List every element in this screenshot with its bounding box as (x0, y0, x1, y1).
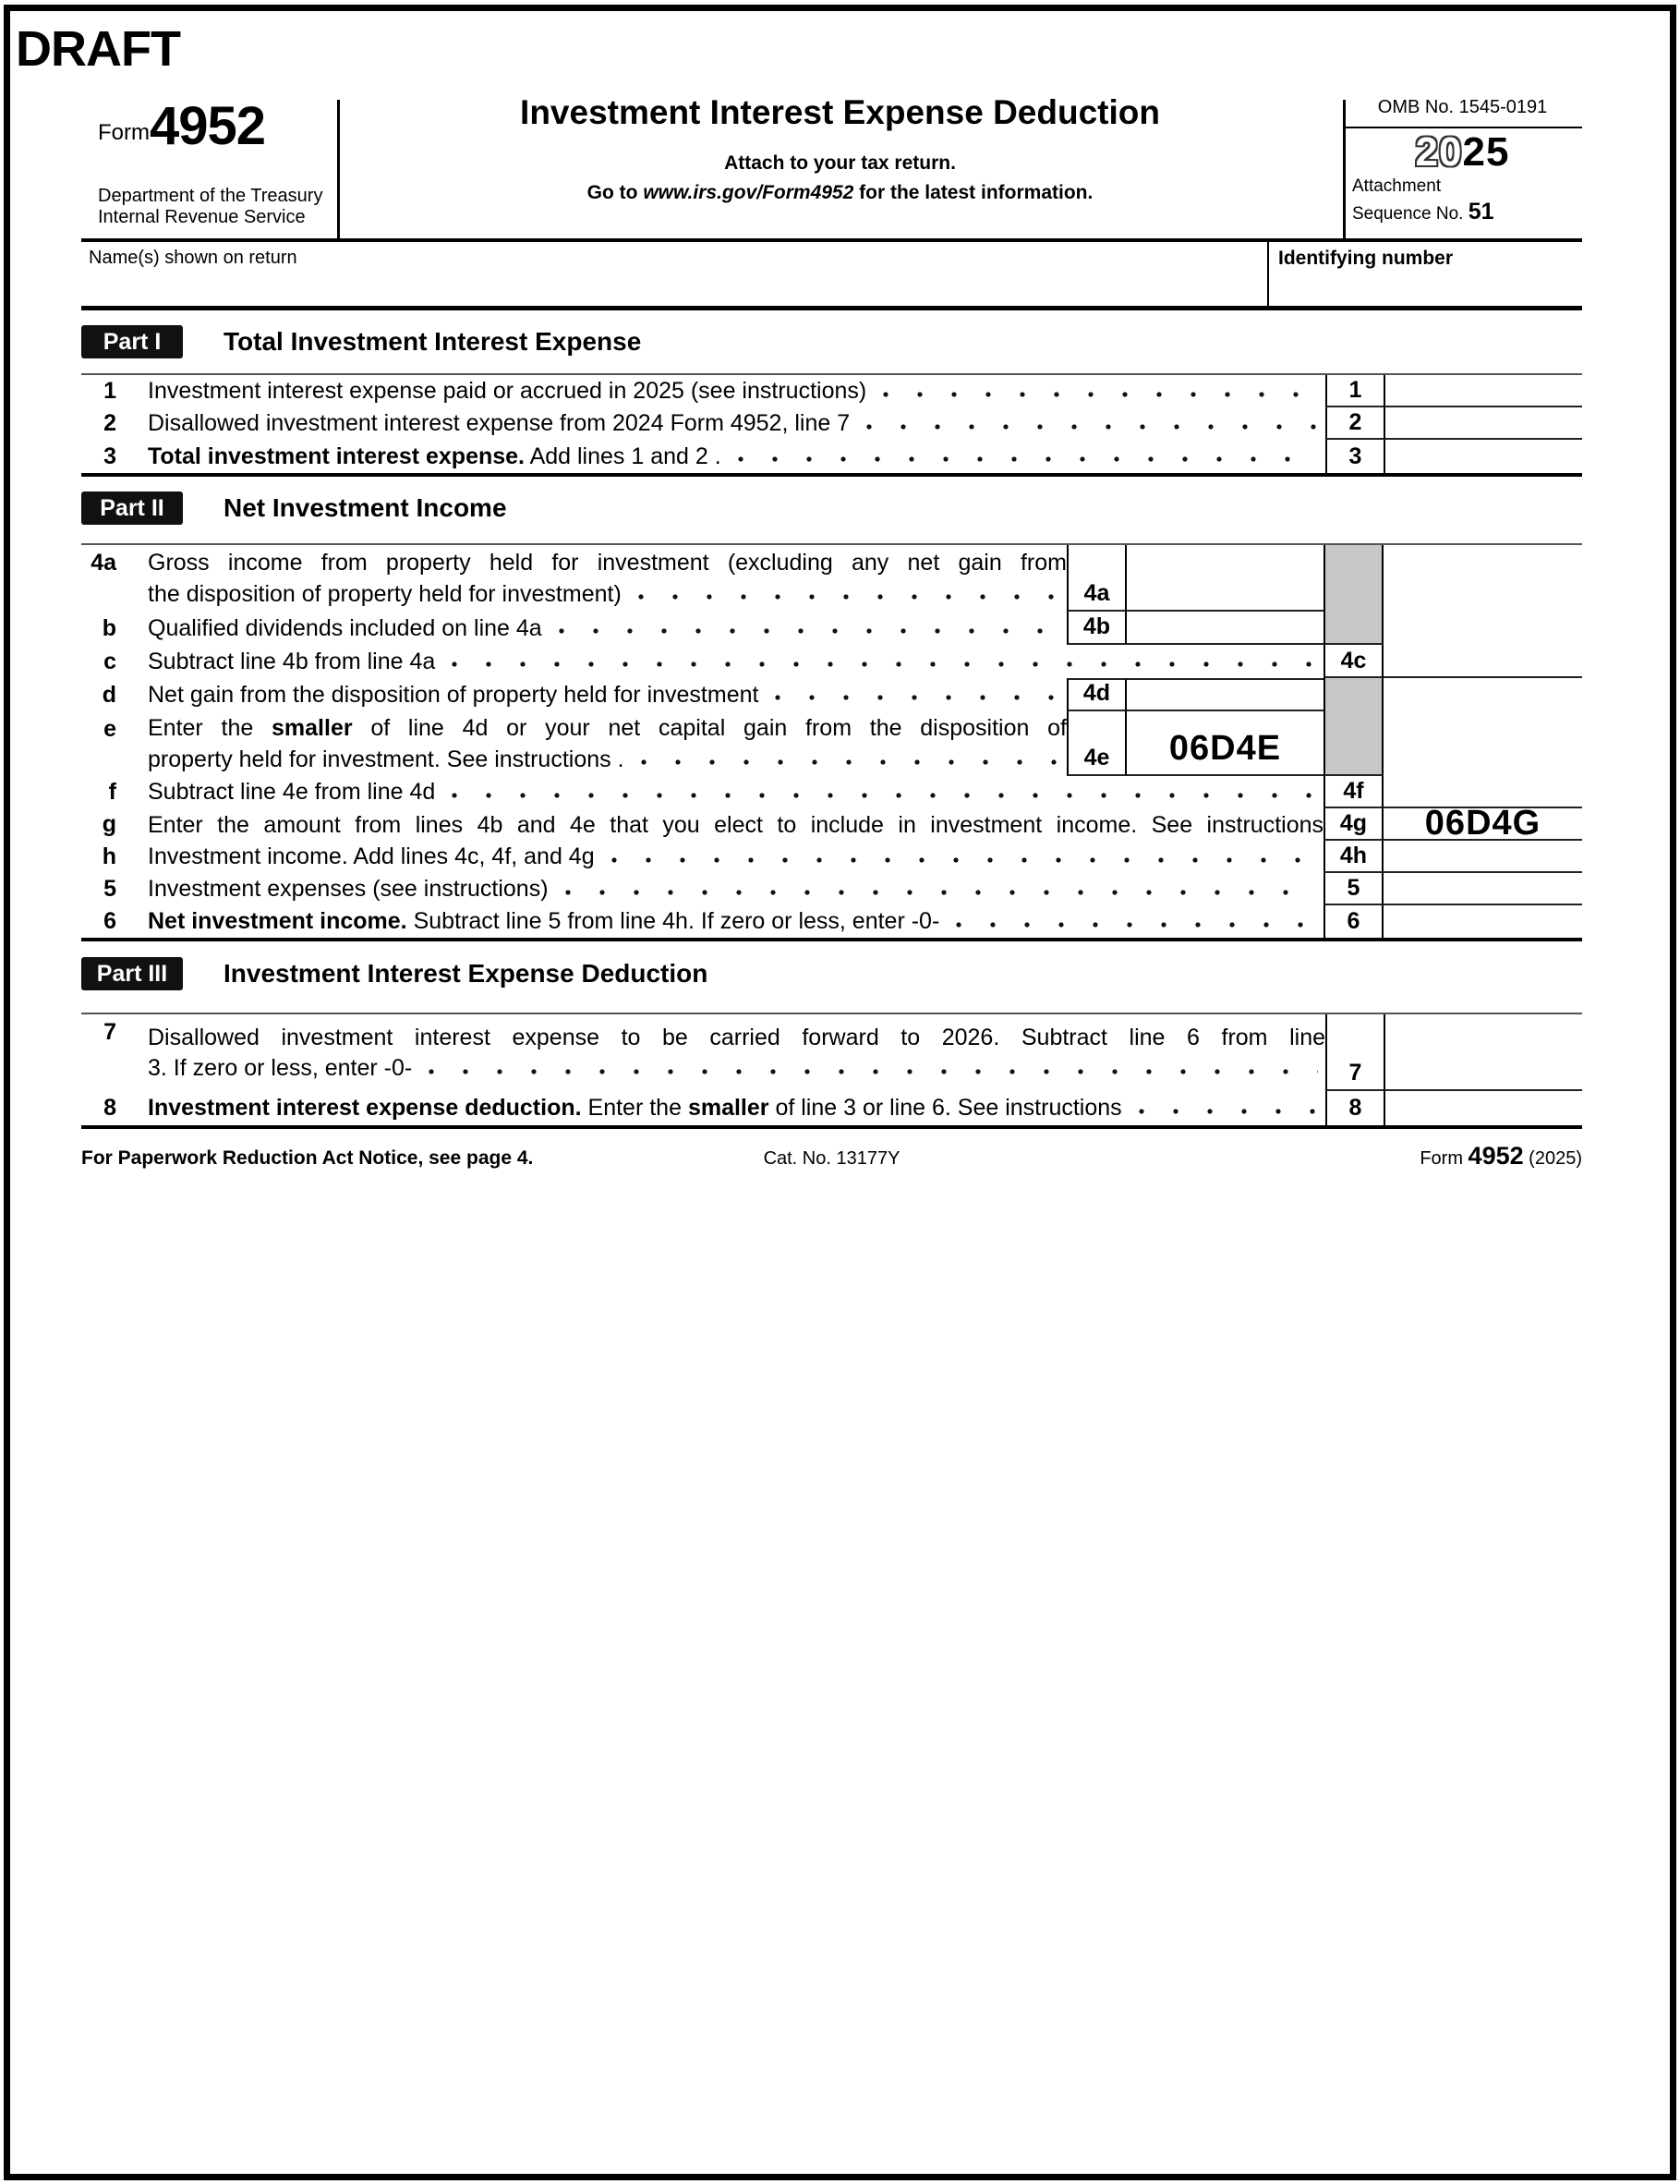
attachment-label: Attachment (1352, 176, 1442, 196)
line8-desc-bold2: smaller (687, 1095, 769, 1121)
line4e-number: e (103, 716, 116, 742)
line4b-outer-cell (1384, 612, 1582, 645)
sequence-label: Sequence No. (1352, 203, 1464, 224)
line1-number: 1 (103, 378, 116, 404)
table-row-line4e (81, 711, 1582, 776)
line6-desc-bold: Net investment income. (148, 908, 407, 934)
line5-box-label: 5 (1323, 873, 1384, 905)
header-divider-left (337, 100, 340, 238)
goto-url: www.irs.gov/Form4952 (643, 182, 854, 203)
line7-amount-field[interactable] (1385, 1014, 1582, 1091)
name-label: Name(s) shown on return (89, 248, 297, 268)
tax-year-outline: 20 (1415, 129, 1463, 175)
dot-leader (557, 620, 1059, 637)
catalog-number: Cat. No. 13177Y (763, 1148, 900, 1169)
line4d-amount-field[interactable] (1127, 678, 1323, 711)
line6-box-label: 6 (1323, 905, 1384, 938)
dot-leader (639, 751, 1059, 768)
line4a-shaded-cell (1323, 545, 1384, 612)
form-header (81, 69, 1582, 242)
line5-amount-field[interactable] (1384, 873, 1582, 905)
line4b-shaded-cell (1323, 612, 1384, 645)
line1-amount-field[interactable] (1385, 375, 1582, 407)
line4g-draft-value: 06D4G (1424, 804, 1541, 843)
goto-prefix: Go to (586, 182, 644, 203)
line4a-amount-field[interactable] (1127, 545, 1323, 612)
draft-watermark: DRAFT (16, 21, 180, 77)
line4g-desc: Enter the amount from lines 4b and 4e that you elect to include in investment income. See instructions (148, 811, 1323, 838)
dot-leader (450, 784, 1316, 801)
line4d-desc: Net gain from the disposition of property held for investment (148, 681, 759, 708)
line4h-number: h (102, 843, 116, 869)
goto-suffix: for the latest information. (853, 182, 1094, 203)
line3-number: 3 (103, 443, 116, 469)
line1-box-label: 1 (1325, 375, 1385, 407)
line4f-desc: Subtract line 4e from line 4d (148, 779, 436, 805)
dot-leader (736, 448, 1318, 465)
goto-instruction (337, 182, 1343, 204)
dot-leader (427, 1061, 1318, 1077)
part1-header (81, 325, 1582, 358)
table-row-line2 (81, 407, 1582, 440)
part3-title: Investment Interest Expense Deduction (224, 959, 708, 988)
line7-desc-2: 3. If zero or less, enter -0- (148, 1055, 413, 1081)
line2-box-label: 2 (1325, 407, 1385, 440)
line4b-number: b (102, 614, 116, 641)
line4e-amount-field[interactable] (1127, 711, 1323, 776)
line8-box-label: 8 (1325, 1091, 1385, 1125)
line3-desc: Add lines 1 and 2 . (525, 443, 721, 469)
line4d-shaded-cell (1323, 678, 1384, 711)
agency-line-2: Internal Revenue Service (98, 207, 306, 228)
line4e-box-label: 4e (1067, 711, 1127, 776)
form-number: 4952 (150, 96, 266, 156)
form-word: Form (98, 119, 150, 145)
part2-table (81, 543, 1582, 941)
line4c-box-label: 4c (1323, 645, 1384, 678)
line2-desc: Disallowed investment interest expense from 2024 Form 4952, line 7 (148, 410, 851, 436)
table-row-line4d (81, 678, 1582, 711)
line3-amount-field[interactable] (1385, 440, 1582, 473)
line4d-number: d (102, 681, 116, 708)
line7-number: 7 (103, 1019, 116, 1045)
line8-number: 8 (103, 1095, 116, 1121)
agency-line-1: Department of the Treasury (98, 186, 323, 206)
tax-year-bold: 25 (1462, 129, 1510, 175)
line8-desc-bold: Investment interest expense deduction. (148, 1095, 582, 1121)
form-title-block (337, 69, 1343, 238)
part2-title: Net Investment Income (224, 493, 507, 522)
dot-leader (773, 686, 1059, 703)
table-row-line5 (81, 873, 1582, 905)
line1-desc: Investment interest expense paid or accrued in 2025 (see instructions) (148, 378, 867, 404)
line4e-shaded-cell (1323, 711, 1384, 776)
line4h-desc: Investment income. Add lines 4c, 4f, and 4g (148, 843, 595, 869)
line3-desc-bold: Total investment interest expense. (148, 443, 525, 469)
dot-leader (864, 416, 1318, 432)
line6-desc: Subtract line 5 from line 4h. If zero or less, enter -0- (406, 908, 940, 934)
line4g-number: g (102, 811, 116, 837)
footer-form-number: 4952 (1468, 1142, 1524, 1170)
line4a-box-label: 4a (1067, 545, 1127, 612)
part3-badge: Part III (81, 957, 183, 990)
line4b-desc: Qualified dividends included on line 4a (148, 614, 542, 641)
line4b-box-label: 4b (1067, 612, 1127, 645)
part3-table (81, 1013, 1582, 1129)
form-footer (81, 1142, 1582, 1171)
line4h-amount-field[interactable] (1384, 841, 1582, 873)
line4a-desc-2: the disposition of property held for investment) (148, 580, 622, 607)
dot-leader (450, 653, 1316, 670)
line4d-outer-cell (1384, 678, 1582, 711)
attachment-sequence (1352, 176, 1494, 225)
table-row-line1 (81, 375, 1582, 407)
omb-number: OMB No. 1545-0191 (1343, 97, 1582, 128)
line5-number: 5 (103, 876, 116, 902)
line8-desc-pre: Enter the (581, 1095, 688, 1121)
sequence-number: 51 (1468, 198, 1494, 224)
line4c-number: c (103, 648, 116, 674)
part1-table (81, 373, 1582, 477)
line4e-desc-2: property held for investment. See instructions . (148, 746, 624, 772)
table-row-line7 (81, 1014, 1582, 1091)
line7-desc-1: Disallowed investment interest expense to be carried forward to 2026. Subtract line 6 from line (148, 1024, 1325, 1050)
table-row-line8 (81, 1091, 1582, 1125)
part1-title: Total Investment Interest Expense (224, 327, 642, 356)
tax-year (1343, 129, 1582, 175)
line4e-desc-post: of line 4d or your net capital gain from the disposition of (352, 715, 1067, 741)
table-row-line4c (81, 645, 1582, 678)
line4g-amount-field[interactable] (1384, 804, 1582, 843)
line4f-number: f (108, 779, 116, 805)
dot-leader (881, 383, 1318, 400)
name-field[interactable] (81, 242, 1267, 306)
form-title: Investment Interest Expense Deduction (520, 93, 1160, 131)
line4g-box-label: 4g (1323, 808, 1384, 841)
part3-header (81, 957, 1582, 990)
dot-leader (610, 849, 1316, 866)
line4a-outer-cell (1384, 545, 1582, 612)
footer-year: (2025) (1523, 1148, 1582, 1169)
dot-leader (563, 881, 1316, 898)
identifying-number-label: Identifying number (1278, 248, 1453, 269)
line8-desc-post: of line 3 or line 6. See instructions (768, 1095, 1122, 1121)
line4e-outer-cell (1384, 711, 1582, 776)
form-number-block (81, 69, 337, 238)
part2-header (81, 491, 1582, 525)
table-row-line4h (81, 841, 1582, 873)
omb-block (1343, 69, 1582, 238)
name-id-row (81, 242, 1582, 310)
table-row-line3 (81, 440, 1582, 473)
line4e-draft-value: 06D4E (1168, 729, 1282, 768)
line4a-desc-1: Gross income from property held for investment (excluding any net gain from (148, 550, 1067, 576)
line4c-amount-field[interactable] (1384, 645, 1582, 678)
line6-amount-field[interactable] (1384, 905, 1582, 938)
line5-desc: Investment expenses (see instructions) (148, 876, 549, 902)
line7-box-label: 7 (1325, 1014, 1385, 1091)
footer-form-word: Form (1420, 1148, 1468, 1169)
dot-leader (636, 586, 1059, 602)
line3-box-label: 3 (1325, 440, 1385, 473)
line4d-box-label: 4d (1067, 678, 1127, 711)
line2-amount-field[interactable] (1385, 407, 1582, 440)
table-row-line6 (81, 905, 1582, 938)
part1-badge: Part I (81, 325, 183, 358)
line4a-number: 4a (91, 550, 116, 576)
dot-leader (1137, 1100, 1318, 1117)
line4e-desc-bold: smaller (272, 715, 353, 741)
table-row-line4g (81, 804, 1582, 843)
line4e-desc-pre: Enter the (148, 715, 272, 741)
paperwork-notice: For Paperwork Reduction Act Notice, see page 4. (81, 1147, 534, 1169)
line4h-box-label: 4h (1323, 841, 1384, 873)
attach-instruction: Attach to your tax return. (724, 152, 956, 174)
line4f-box-label: 4f (1323, 776, 1384, 808)
header-divider-right (1343, 100, 1346, 238)
table-row-line4f (81, 776, 1582, 808)
line2-number: 2 (103, 410, 116, 436)
line4b-amount-field[interactable] (1127, 612, 1323, 645)
identifying-number-field[interactable] (1267, 242, 1582, 306)
line6-number: 6 (103, 908, 116, 934)
table-row-line4b (81, 612, 1582, 645)
part2-badge: Part II (81, 491, 183, 525)
form-footer-id (1009, 1142, 1582, 1171)
line4c-desc: Subtract line 4b from line 4a (148, 648, 436, 674)
table-row-line4a (81, 545, 1582, 612)
dot-leader (954, 914, 1316, 930)
line8-amount-field[interactable] (1385, 1091, 1582, 1125)
